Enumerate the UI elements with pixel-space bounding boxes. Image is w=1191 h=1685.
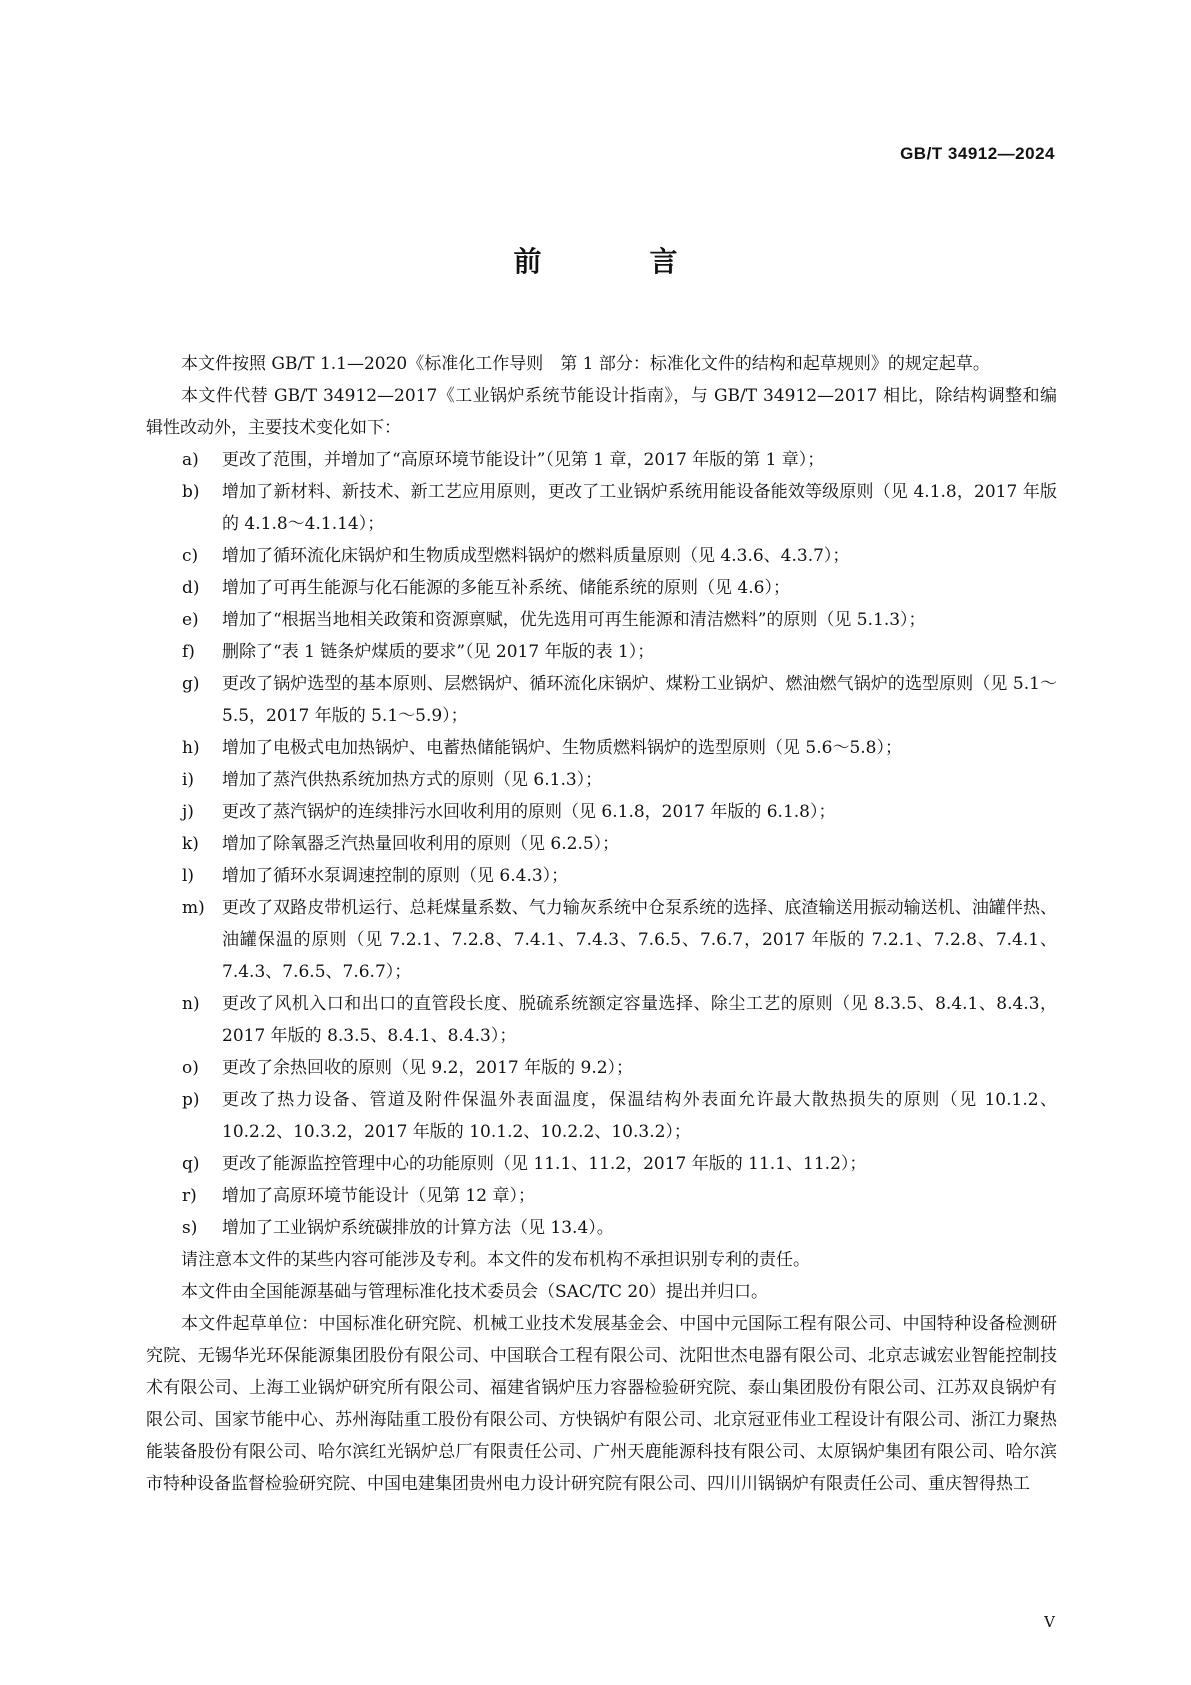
list-marker: k)	[182, 834, 199, 854]
standard-number: GB/T 34912—2024	[900, 144, 1055, 163]
list-marker: e)	[182, 610, 199, 630]
list-item-text: 增加了“根据当地相关政策和资源禀赋，优先选用可再生能源和清洁燃料”的原则（见 5.1.3）；	[222, 610, 926, 630]
list-marker: j)	[182, 802, 194, 822]
list-item	[146, 860, 1057, 892]
list-marker: o)	[182, 1058, 199, 1078]
list-marker: i)	[182, 770, 195, 790]
list-item	[146, 540, 1057, 572]
list-item-text: 增加了循环水泵调速控制的原则（见 6.4.3）；	[222, 866, 569, 886]
list-marker: r)	[182, 1186, 197, 1206]
paragraph: 本文件按照 GB/T 1.1—2020《标准化工作导则 第 1 部分：标准化文件的结构和起草规则》的规定起草。	[181, 354, 990, 374]
paragraph: 本文件由全国能源基础与管理标准化技术委员会（SAC/TC 20）提出并归口。	[181, 1282, 769, 1302]
list-item	[146, 668, 1057, 732]
list-marker: g)	[182, 674, 200, 694]
page-number: V	[1044, 1613, 1055, 1631]
list-item	[146, 572, 1057, 604]
list-item-text: 增加了高原环境节能设计（见第 12 章）；	[222, 1186, 535, 1206]
list-item	[146, 1052, 1057, 1084]
list-item-text: 增加了可再生能源与化石能源的多能互补系统、储能系统的原则（见 4.6）；	[222, 578, 790, 598]
list-item	[146, 1148, 1057, 1180]
list-marker: s)	[182, 1218, 198, 1238]
list-item-text: 更改了余热回收的原则（见 9.2，2017 年版的 9.2）；	[222, 1058, 634, 1078]
list-item-text: 增加了新材料、新技术、新工艺应用原则，更改了工业锅炉系统用能设备能效等级原则（见 4.1.8，2017 年版的 4.1.8～4.1.14）；	[222, 482, 1057, 534]
list-marker: d)	[182, 578, 200, 598]
list-item	[146, 1180, 1057, 1212]
list-marker: h)	[182, 738, 200, 758]
list-item-text: 更改了风机入口和出口的直管段长度、脱硫系统额定容量选择、除尘工艺的原则（见 8.3.5、8.4.1、8.4.3，2017 年版的 8.3.5、8.4.1、8.4.3）；	[222, 994, 1057, 1046]
list-marker: n)	[182, 994, 200, 1014]
list-item-text: 更改了锅炉选型的基本原则、层燃锅炉、循环流化床锅炉、煤粉工业锅炉、燃油燃气锅炉的选型原则（见 5.1～5.5，2017 年版的 5.1～5.9）；	[222, 674, 1057, 726]
list-item	[146, 444, 1057, 476]
list-marker: b)	[182, 482, 200, 502]
list-item-text: 更改了能源监控管理中心的功能原则（见 11.1、11.2，2017 年版的 11.1、11.2）；	[222, 1154, 867, 1174]
document-body	[146, 348, 1057, 1500]
changes-list	[146, 444, 1057, 1244]
list-item	[146, 828, 1057, 860]
list-marker: f)	[182, 642, 195, 662]
paragraph: 本文件起草单位：中国标准化研究院、机械工业技术发展基金会、中国中元国际工程有限公司、中国特种设备检测研究院、无锡华光环保能源集团股份有限公司、中国联合工程有限公司、沈阳世杰电器有限公司、北京志诚宏业智能控制技术有限公司、上海工业锅炉研究所有限公司、福建省锅炉压力容器检验研究院、泰山集团股份有限公司、江苏双良锅炉有限公司、国家节能中心、苏州海陆重工股份有限公司、方快锅炉有限公司、北京冠亚伟业工程设计有限公司、浙江力聚热能装备股份有限公司、哈尔滨红光锅炉总厂有限责任公司、广州天鹿能源科技有限公司、太原锅炉集团有限公司、哈尔滨市特种设备监督检验研究院、中国电建集团贵州电力设计研究院有限公司、四川川锅锅炉有限责任公司、重庆智得热工	[146, 1314, 1057, 1494]
paragraph: 请注意本文件的某些内容可能涉及专利。本文件的发布机构不承担识别专利的责任。	[181, 1250, 810, 1270]
list-item	[146, 764, 1057, 796]
list-item	[146, 892, 1057, 988]
list-item-text: 增加了工业锅炉系统碳排放的计算方法（见 13.4）。	[222, 1218, 614, 1238]
list-item-text: 更改了双路皮带机运行、总耗煤量系数、气力输灰系统中仓泵系统的选择、底渣输送用振动输送机、油罐伴热、油罐保温的原则（见 7.2.1、7.2.8、7.4.1、7.4.3、7.6.5、7.6.7，2017 年版的 7.2.1、7.2.8、7.4.1、7.4.3、7.6.5、7.6.7）；	[222, 898, 1057, 982]
list-item	[146, 1084, 1057, 1148]
list-item-text: 删除了“表 1 链条炉煤质的要求”（见 2017 年版的表 1）；	[222, 642, 655, 662]
list-item	[146, 988, 1057, 1052]
list-item-text: 增加了除氧器乏汽热量回收利用的原则（见 6.2.5）；	[222, 834, 620, 854]
list-marker: q)	[182, 1154, 200, 1174]
list-marker: m)	[182, 898, 205, 918]
list-item-text: 增加了蒸汽供热系统加热方式的原则（见 6.1.3）；	[222, 770, 603, 790]
list-item-text: 更改了范围，并增加了“高原环境节能设计”（见第 1 章，2017 年版的第 1 章）；	[222, 450, 825, 470]
list-item-text: 更改了热力设备、管道及附件保温外表面温度，保温结构外表面允许最大散热损失的原则（见 10.1.2、10.2.2、10.3.2，2017 年版的 10.1.2、10.2.2、10.3.2）；	[222, 1090, 1057, 1142]
list-item	[146, 604, 1057, 636]
list-marker: l)	[182, 866, 195, 886]
list-marker: p)	[182, 1090, 200, 1110]
list-item	[146, 1212, 1057, 1244]
list-item	[146, 476, 1057, 540]
list-item	[146, 636, 1057, 668]
paragraph: 本文件代替 GB/T 34912—2017《工业锅炉系统节能设计指南》，与 GB/T 34912—2017 相比，除结构调整和编辑性改动外，主要技术变化如下：	[146, 386, 1057, 438]
list-item	[146, 732, 1057, 764]
list-item	[146, 796, 1057, 828]
list-item-text: 更改了蒸汽锅炉的连续排污水回收利用的原则（见 6.1.8，2017 年版的 6.1.8）；	[222, 802, 836, 822]
list-item-text: 增加了循环流化床锅炉和生物质成型燃料锅炉的燃料质量原则（见 4.3.6、4.3.7）；	[222, 546, 850, 566]
page-title: 前 言	[513, 245, 718, 278]
list-marker: a)	[182, 450, 199, 470]
list-item-text: 增加了电极式电加热锅炉、电蓄热储能锅炉、生物质燃料锅炉的选型原则（见 5.6～5.8）；	[222, 738, 902, 758]
list-marker: c)	[182, 546, 199, 566]
